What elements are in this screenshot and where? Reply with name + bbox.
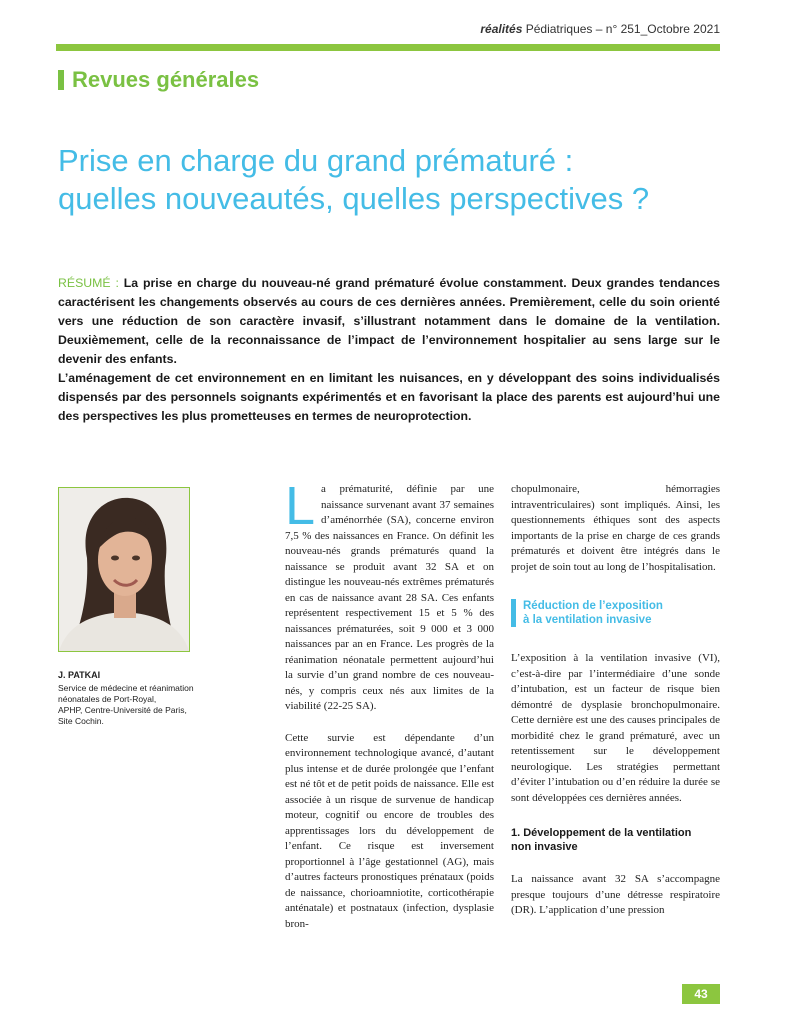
author-info (58, 670, 228, 727)
drop-cap: L (285, 476, 316, 536)
body-paragraph-2: Cette survie est dépendante d’un environnement technologique avancé, d’autant plus intense et de durée prolongée que l’enfant est né tôt et de petit poids de naissance. Elle est associée à un risque de survenue de handicap moteur, cognitif ou encore de troubles des apprentissages lors du développement de l’enfant. Ce risque est inversement proportionnel à l’âge gestationnel (AG), mais d’autres facteurs pronostiques prénataux (poids de naissance, chorioamniotite, corticothérapie anténatale) et postnataux (infection, dysplasie bron- (285, 731, 494, 930)
header-rule (56, 44, 720, 51)
sub-heading-line-2: non invasive (511, 841, 578, 853)
sub-heading (511, 826, 720, 854)
rubric-bar (58, 70, 64, 90)
body-paragraph-3: chopulmonaire, hémorragies intraventriculaires) sont impliqués. Ainsi, les questionnements éthiques sont des aspects importants de la prise en charge de ces grands prématurés et doivent être intégrés dans le projet de soin tout au long de l’hospitalisation. (511, 483, 720, 573)
body-paragraph-4: L’exposition à la ventilation invasive (VI), c’est-à-dire par l’intermédiaire d’une sonde d’intubation, est un facteur de risque bien démontré de dysplasie bronchopulmonaire. Cette dernière est une des causes principales de morbidité chez le grand prématuré, avec un retentissement sur le développement neurologique. Les stratégies permettant d’éviter l’intubation ou d’en réduire la durée se sont développées ces dernières années. (511, 652, 720, 804)
author-photo (58, 487, 190, 652)
body-paragraph-1-text: a prématurité, définie par une naissance survenant avant 37 semaines d’aménorrhée (SA), concerne environ 7,5 % des naissances en France. On définit les nouveau-nés grands prématurés quand la naissance se produit avant 32 SA et on distingue les nouveau-nés extrêmes prématurés en cas de naissance avant 28 SA. Ces enfants représentent respectivement 15 et 5 % des naissances prématurées, soit 9 000 et 3 000 naissances par an en France. Les progrès de la réanimation néonatale permettent aujourd’hui la survie d’un grand nombre de ces nouveau-nés, y compris ceux nés aux limites de la viabilité (22-25 SA). (285, 483, 494, 712)
author-affiliation-1: Service de médecine et réanimation (58, 683, 194, 693)
author-name: J. PATKAI (58, 670, 101, 680)
title-line-1: Prise en charge du grand prématuré : (58, 143, 574, 178)
body-paragraph-5: La naissance avant 32 SA s’accompagne presque toujours d’une détresse respiratoire (DR). L’application d’une pression (511, 873, 720, 916)
section-heading (511, 599, 720, 627)
journal-name: réalités (480, 22, 523, 36)
article-title (58, 142, 748, 218)
title-line-2: quelles nouveautés, quelles perspectives ? (58, 181, 650, 216)
author-affiliation-4: Site Cochin. (58, 716, 104, 726)
section-heading-line-1: Réduction de l’exposition (523, 600, 663, 612)
author-affiliation-3: APHP, Centre-Université de Paris, (58, 705, 187, 715)
issue-info: Pédiatriques – n° 251_Octobre 2021 (522, 22, 720, 36)
section-heading-line-2: à la ventilation invasive (523, 614, 652, 626)
body-paragraph-1 (285, 476, 494, 715)
journal-header (480, 22, 720, 36)
rubric-label: Revues générales (72, 67, 260, 92)
page-number: 43 (682, 984, 720, 1004)
body-column-1 (285, 476, 494, 932)
abstract (58, 274, 720, 426)
abstract-para-1 (58, 274, 720, 369)
abstract-label: RÉSUMÉ : (58, 276, 119, 290)
sub-heading-line-1: 1. Développement de la ventilation (511, 827, 692, 839)
abstract-text-1: La prise en charge du nouveau-né grand prématuré évolue constamment. Deux grandes tendances caractérisent les changements observés au cours de ces dernières années. Premièrement, celle du soin orienté vers une réduction de son caractère invasif, s’illustrant notamment dans le domaine de la ventilation. Deuxièmement, celle de la reconnaissance de l’impact de l’environnement hospitalier au sens large sur le devenir des enfants. (58, 276, 720, 366)
section-rubric (58, 67, 259, 93)
body-column-2 (511, 482, 720, 919)
author-affiliation-2: néonatales de Port-Royal, (58, 694, 157, 704)
author-portrait-icon (59, 488, 189, 651)
abstract-para-2: L’aménagement de cet environnement en en limitant les nuisances, en y développant des soins individualisés dispensés par des personnels soignants expérimentés et en favorisant la place des parents est aujourd’hui une des perspectives les plus prometteuses en termes de neuroprotection. (58, 371, 720, 423)
